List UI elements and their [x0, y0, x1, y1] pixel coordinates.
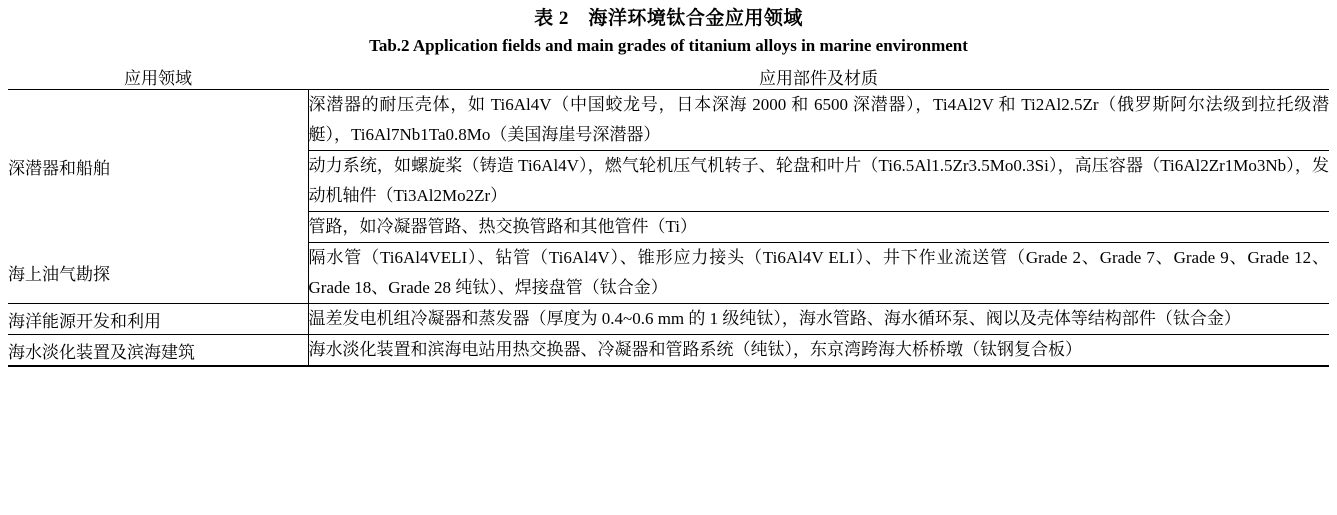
application-fields-table [8, 64, 1329, 367]
row-content-cell: 温差发电机组冷凝器和蒸发器（厚度为 0.4~0.6 mm 的 1 级纯钛），海水管路、海水循环泵、阀以及壳体等结构部件（钛合金） [308, 304, 1329, 335]
table-title-en: Tab.2 Application fields and main grades of titanium alloys in marine environment [369, 36, 968, 55]
row-content-cell: 隔水管（Ti6Al4VELI）、钻管（Ti6Al4V）、锥形应力接头（Ti6Al4V ELI）、井下作业流送管（Grade 2、Grade 7、Grade 9、Grade 12、Grade 18、Grade 28 纯钛）、焊接盘管（钛合金） [308, 243, 1329, 304]
table-row [8, 90, 1329, 151]
table-title-cn: 表 2 海洋环境钛合金应用领域 [534, 8, 803, 29]
row-content-cell: 海水淡化装置和滨海电站用热交换器、冷凝器和管路系统（纯钛），东京湾跨海大桥桥墩（钛钢复合板） [308, 335, 1329, 367]
row-content-cell: 深潜器的耐压壳体，如 Ti6Al4V（中国蛟龙号，日本深海 2000 和 6500 深潜器），Ti4Al2V 和 Ti2Al2.5Zr（俄罗斯阿尔法级到拉托级潜艇），Ti6Al7Nb1Ta0.8Mo（美国海崖号深潜器） [308, 90, 1329, 151]
row-content-cell: 管路，如冷凝器管路、热交换管路和其他管件（Ti） [308, 212, 1329, 243]
table-row [8, 304, 1329, 335]
row-category-cell: 海洋能源开发和利用 [8, 304, 308, 335]
table-row [8, 335, 1329, 367]
row-category-cell: 海上油气勘探 [8, 243, 308, 304]
table-row [8, 243, 1329, 304]
column-header-components: 应用部件及材质 [308, 64, 1329, 90]
column-header-field: 应用领域 [8, 64, 308, 90]
row-category-cell: 海水淡化装置及滨海建筑 [8, 335, 308, 367]
row-category-cell: 深潜器和船舶 [8, 90, 308, 243]
table-header-row [8, 64, 1329, 90]
row-content-cell: 动力系统，如螺旋桨（铸造 Ti6Al4V），燃气轮机压气机转子、轮盘和叶片（Ti6.5Al1.5Zr3.5Mo0.3Si），高压容器（Ti6Al2Zr1Mo3Nb），发动机轴件（Ti3Al2Mo2Zr） [308, 151, 1329, 212]
